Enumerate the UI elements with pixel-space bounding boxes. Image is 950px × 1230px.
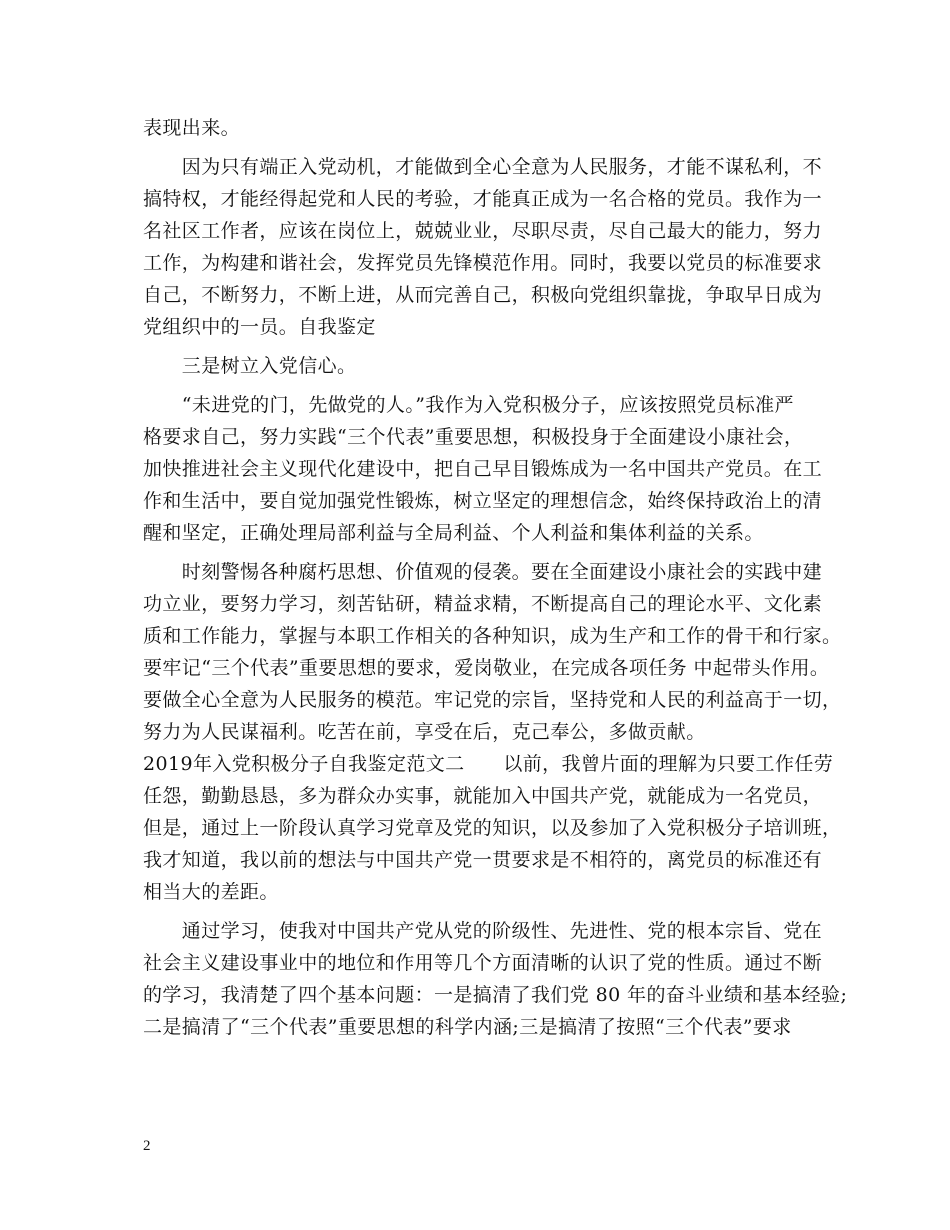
text-line: 表现出来。 xyxy=(143,117,241,139)
text-line: 相当大的差距。 xyxy=(143,881,279,903)
text-line: 时刻警惕各种腐朽思想、价值观的侵袭。要在全面建设小康社会的实践中建 xyxy=(143,561,823,583)
text-line: 努力为人民谋福利。吃苦在前，享受在后，克己奉公，多做贡献。 xyxy=(143,721,706,743)
text-line: 要做全心全意为人民服务的模范。牢记党的宗旨，坚持党和人民的利益高于一切， xyxy=(143,689,842,711)
text-line: 社会主义建设事业中的地位和作用等几个方面清晰的认识了党的性质。通过不断 xyxy=(143,952,823,974)
text-line: 工作，为构建和谐社会，发挥党员先锋模范作用。同时，我要以党员的标准要求 xyxy=(143,252,823,274)
text-line: 2019年入党积极分子自我鉴定范文二 以前，我曾片面的理解为只要工作任劳 xyxy=(143,753,834,775)
text-line: 党组织中的一员。自我鉴定 xyxy=(143,316,376,338)
text-line: 搞特权，才能经得起党和人民的考验，才能真正成为一名合格的党员。我作为一 xyxy=(143,188,823,210)
paragraph-spacing xyxy=(143,144,809,151)
text-line: 名社区工作者，应该在岗位上，兢兢业业，尽职尽责，尽自己最大的能力，努力 xyxy=(143,220,823,242)
text-line: 自己，不断努力，不断上进，从而完善自己，积极向党组织靠拢，争取早日成为 xyxy=(143,284,823,306)
text-line: 二是搞清了“三个代表”重要思想的科学内涵;三是搞清了按照“三个代表”要求 xyxy=(143,1016,792,1038)
paragraph-spacing xyxy=(143,382,809,389)
text-line: 醒和坚定，正确处理局部利益与全局利益、个人利益和集体利益的关系。 xyxy=(143,522,764,544)
text-line: 格要求自己，努力实践“三个代表”重要思想，积极投身于全面建设小康社会， xyxy=(143,426,804,448)
text-line: 因为只有端正入党动机，才能做到全心全意为人民服务，才能不谋私利，不 xyxy=(143,156,823,178)
text-line: 作和生活中，要自觉加强党性锻炼，树立坚定的理想信念，始终保持政治上的清 xyxy=(143,490,823,512)
paragraph-spacing xyxy=(143,343,809,350)
text-line: 我才知道，我以前的想法与中国共产党一贯要求是不相符的，离党员的标准还有 xyxy=(143,849,823,871)
page-number: 2 xyxy=(143,1138,151,1154)
paragraph-spacing xyxy=(143,908,809,915)
text-line: 加快推进社会主义现代化建设中，把自己早目锻炼成为一名中国共产党员。在工 xyxy=(143,458,823,480)
text-line: 通过学习，使我对中国共产党从党的阶级性、先进性、党的根本宗旨、党在 xyxy=(143,920,823,942)
document-body xyxy=(143,112,848,1043)
text-line: 任怨，勤勤恳恳，多为群众办实事，就能加入中国共产党，就能成为一名党员， xyxy=(143,785,823,807)
text-line: 的学习，我清楚了四个基本问题：一是搞清了我们党 80 年的奋斗业绩和基本经验; xyxy=(143,984,848,1006)
text-line: 三是树立入党信心。 xyxy=(143,355,357,377)
text-line: 要牢记“三个代表”重要思想的要求，爱岗敬业，在完成各项任务 中起带头作用。 xyxy=(143,657,830,679)
text-line: 功立业，要努力学习，刻苦钻研，精益求精，不断提高自己的理论水平、文化素 xyxy=(143,593,823,615)
text-line: “未进党的门，先做党的人。”我作为入党积极分子，应该按照党员标准严 xyxy=(143,394,794,416)
paragraph-spacing xyxy=(143,549,809,556)
text-line: 质和工作能力，掌握与本职工作相关的各种知识，成为生产和工作的骨干和行家。 xyxy=(143,625,842,647)
text-line: 但是，通过上一阶段认真学习党章及党的知识，以及参加了入党积极分子培训班， xyxy=(143,817,842,839)
